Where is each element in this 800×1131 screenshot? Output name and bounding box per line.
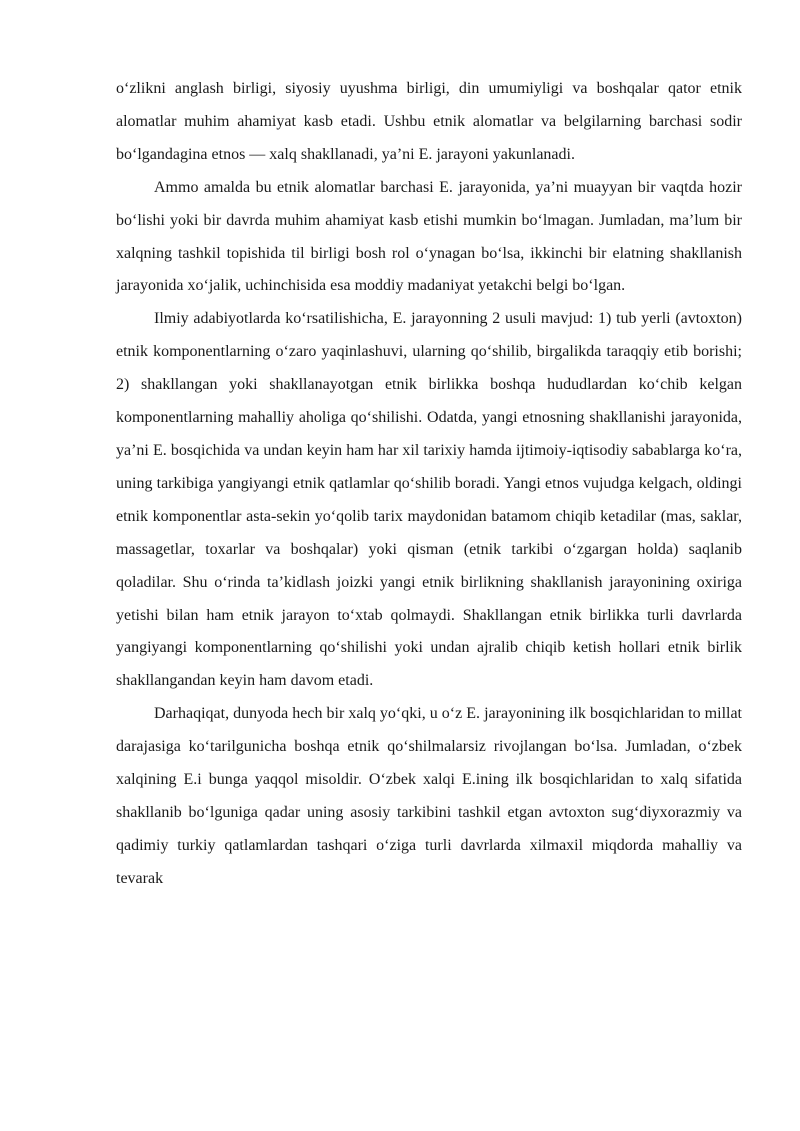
paragraph-darhaqiqat: Darhaqiqat, dunyoda hech bir xalq yo‘qki, u o‘z E. jarayonining ilk bosqichlaridan to millat darajasiga ko‘tarilgunicha boshqa etnik qo‘shilmalarsiz rivojlangan bo‘lsa. Jumladan, o‘zbek xalqining E.i bunga yaqqol misoldir. O‘zbek xalqi E.ining ilk bosqichlaridan to xalq sifatida shakllanib bo‘lguniga qadar uning asosiy tarkibini tashkil etgan avtoxton sug‘diyxorazmiy va qadimiy turkiy qatlamlardan tashqari o‘ziga turli davrlarda xilmaxil miqdorda mahalliy va tevarak	[116, 705, 742, 887]
paragraph-continuation: o‘zlikni anglash birligi, siyosiy uyushma birligi, din umumiyligi va boshqalar qator etnik alomatlar muhim ahamiyat kasb etadi. Ushbu etnik alomatlar va belgilarning barchasi sodir bo‘lgandagina etnos — xalq shakllanadi, ya’ni E. jarayoni yakunlanadi.	[116, 80, 742, 163]
document-page	[116, 73, 742, 896]
paragraph-ilmiy-adabiyotlar: Ilmiy adabiyotlarda ko‘rsatilishicha, E. jarayonning 2 usuli mavjud: 1) tub yerli (avtoxton) etnik komponentlarning o‘zaro yaqinlashuvi, ularning qo‘shilib, birgalikda taraqqiy etib borishi; 2) shakllangan yoki shakllanayotgan etnik birlikka boshqa hududlardan ko‘chib kelgan komponentlarning mahalliy aholiga qo‘shilishi. Odatda, yangi etnosning shakllanishi jarayonida, ya’ni E. bosqichida va undan keyin ham har xil tarixiy hamda ijtimoiy-iqtisodiy sabablarga ko‘ra, uning tarkibiga yangiyangi etnik qatlamlar qo‘shilib boradi. Yangi etnos vujudga kelgach, oldingi etnik komponentlar asta-sekin yo‘qolib tarix maydonidan batamom chiqib ketadilar (mas, saklar, massagetlar, toxarlar va boshqalar) yoki qisman (etnik tarkibi o‘zgargan holda) saqlanib qoladilar. Shu o‘rinda ta’kidlash joizki yangi etnik birlikning shakllanish jarayonining oxiriga yetishi bilan ham etnik jarayon to‘xtab qolmaydi. Shakllangan etnik birlikka turli davrlarda yangiyangi komponentlarning qo‘shilishi yoki undan ajralib chiqib ketish hollari etnik birlik shakllangandan keyin ham davom etadi.	[116, 310, 742, 690]
paragraph-etnik-alomatlar: Ammo amalda bu etnik alomatlar barchasi E. jarayonida, ya’ni muayyan bir vaqtda hozir bo‘lishi yoki bir davrda muhim ahamiyat kasb etishi mumkin bo‘lmagan. Jumladan, ma’lum bir xalqning tashkil topishida til birligi bosh rol o‘ynagan bo‘lsa, ikkinchi bir elatning shakllanish jarayonida xo‘jalik, uchinchisida esa moddiy madaniyat yetakchi belgi bo‘lgan.	[116, 178, 742, 295]
